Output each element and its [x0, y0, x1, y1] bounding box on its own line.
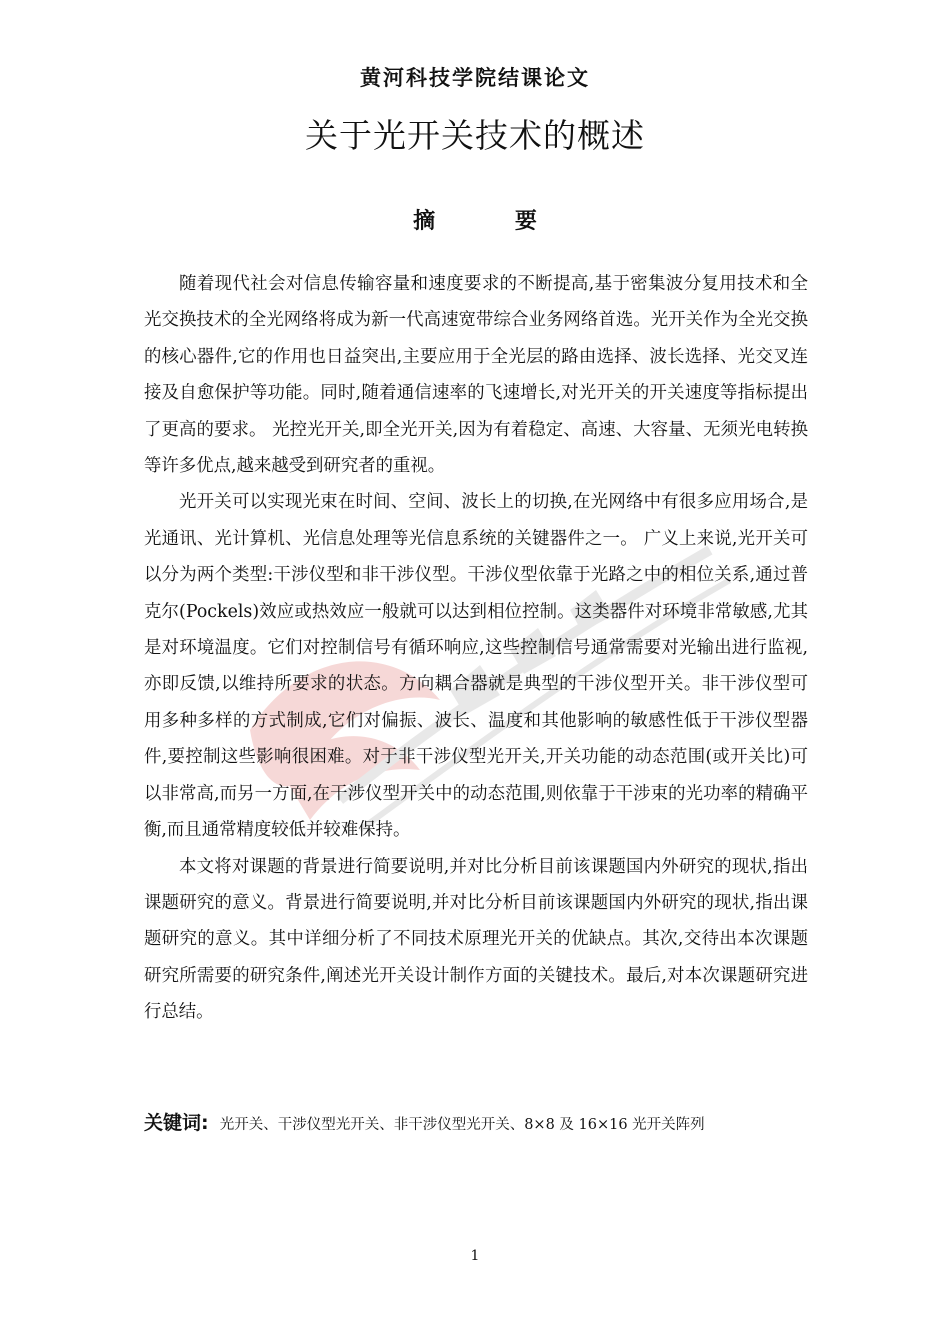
keywords-text: 光开关、干涉仪型光开关、非干涉仪型光开关、8×8 及 16×16 光开关阵列: [219, 1117, 705, 1133]
keywords-line: [144, 1108, 844, 1135]
abstract-heading: 摘 要: [413, 209, 573, 234]
paper-title: 关于光开关技术的概述: [305, 116, 645, 155]
university-title: 黄河科技学院结课论文: [360, 66, 590, 90]
abstract-paragraph-2: 光开关可以实现光束在时间、空间、波长上的切换,在光网络中有很多应用场合,是光通讯、光计算机、光信息处理等光信息系统的关键器件之一。 广义上来说,光开关可以分为两个类型:干涉仪型和非干涉仪型。干涉仪型依靠于光路之中的相位关系,通过普克尔(Pockels)效应或热效应一般就可以达到相位控制。这类器件对环境非常敏感,尤其是对环境温度。它们对控制信号有循环响应,这些控制信号通常需要对光输出进行监视,亦即反馈,以维持所要求的状态。方向耦合器就是典型的干涉仪型开关。非干涉仪型可用多种多样的方式制成,它们对偏振、波长、温度和其他影响的敏感性低于干涉仪型器件,要控制这些影响很困难。对于非干涉仪型光开关,开关功能的动态范围(或开关比)可以非常高,而另一方面,在干涉仪型开关中的动态范围,则依靠于干涉束的光功率的精确平衡,而且通常精度较低并较难保持。: [144, 492, 808, 841]
abstract-paragraph-3: 本文将对课题的背景进行简要说明,并对比分析目前该课题国内外研究的现状,指出课题研究的意义。背景进行简要说明,并对比分析目前该课题国内外研究的现状,指出课题研究的意义。其中详细分析了不同技术原理光开关的优缺点。其次,交待出本次课题研究所需要的研究条件,阐述光开关设计制作方面的关键技术。最后,对本次课题研究进行总结。: [144, 856, 808, 1023]
abstract-paragraph-1: 随着现代社会对信息传输容量和速度要求的不断提高,基于密集波分复用技术和全光交换技术的全光网络将成为新一代高速宽带综合业务网络首选。光开关作为全光交换的核心器件,它的作用也日益突出,主要应用于全光层的路由选择、波长选择、光交叉连接及自愈保护等功能。同时,随着通信速率的飞速增长,对光开关的开关速度等指标提出了更高的要求。 光控光开关,即全光开关,因为有着稳定、高速、大容量、无须光电转换等许多优点,越来越受到研究者的重视。: [144, 274, 808, 477]
page-number: 1: [470, 1248, 480, 1264]
abstract-body: [144, 266, 808, 1031]
keywords-label: 关键词:: [144, 1112, 209, 1134]
